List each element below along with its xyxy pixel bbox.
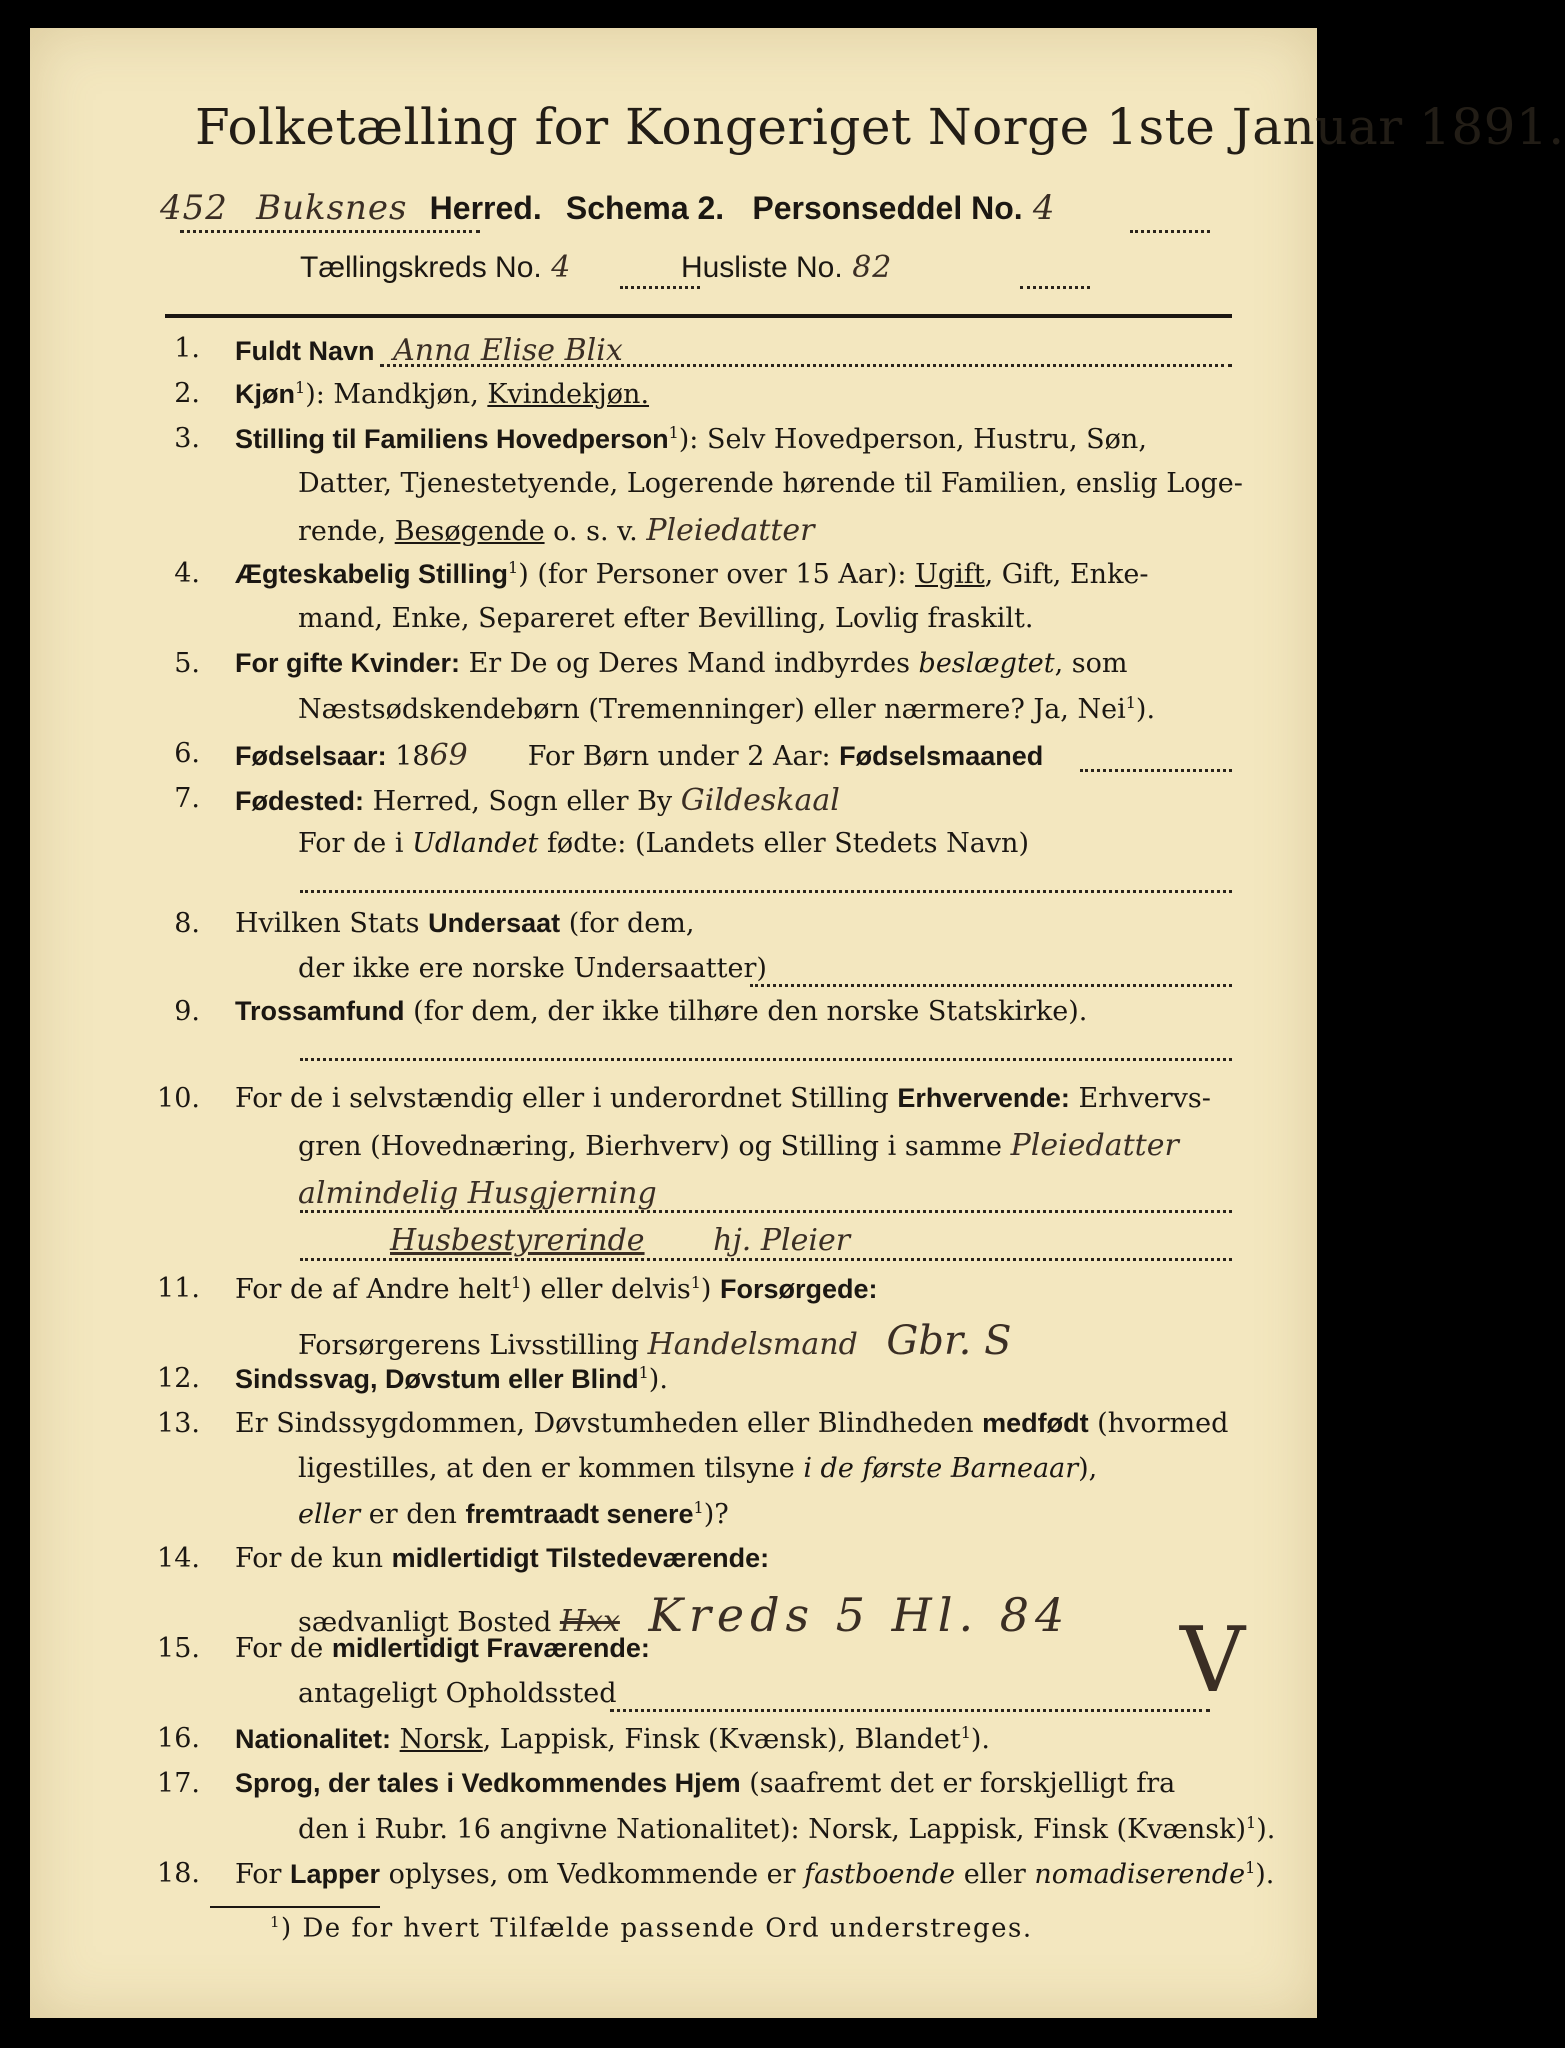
- item-6-dotline: [1080, 767, 1232, 772]
- item-4-line1-b: Ugift: [915, 559, 985, 590]
- item-8-line-2: der ikke ere norske Undersaatter): [298, 953, 767, 984]
- item-15-line1-a: For de: [235, 1633, 332, 1664]
- municipality-code: 452: [160, 188, 228, 228]
- item-11-line1-c: ): [700, 1274, 720, 1305]
- item-4-label: Ægteskabelig Stilling: [235, 559, 509, 589]
- item-1-dotline: [380, 362, 1232, 367]
- item-5-line1-a: Er De og Deres Mand indbyrdes: [460, 648, 919, 679]
- item-2-text-b: Kvindekjøn.: [487, 379, 650, 410]
- item-12-label: Sindssvag, Døvstum eller Blind: [235, 1364, 639, 1394]
- item-10-line-1: [235, 1083, 1211, 1114]
- municipality-dotline: [180, 228, 480, 233]
- item-6-label: Fødselsaar:: [235, 741, 387, 771]
- item-7-value: Gildeskaal: [680, 783, 840, 818]
- municipality-name: Buksnes: [256, 188, 408, 228]
- item-18-line1-b: oplyses, om Vedkommende er: [380, 1859, 805, 1890]
- item-18-label: Lapper: [290, 1859, 381, 1889]
- item-13-line-1: [235, 1408, 1228, 1439]
- item-11-line-1: [235, 1273, 878, 1305]
- item-14-line2: sædvanligt Bosted: [298, 1607, 552, 1638]
- item-3-line3-c: o. s. v.: [544, 516, 638, 547]
- item-13-line3-a: eller: [298, 1499, 361, 1530]
- header-municipality-line: [160, 188, 1055, 228]
- item-13-line2-c: ),: [1078, 1453, 1098, 1484]
- item-17-label: Sprog, der tales i Vedkommendes Hjem: [235, 1768, 741, 1798]
- item-15-line-1: [235, 1633, 650, 1664]
- item-10-value-2: almindelig Husgjerning: [298, 1176, 657, 1211]
- item-11-value-2: Gbr. S: [886, 1318, 1012, 1364]
- footnote: [270, 1913, 1033, 1944]
- tellingskreds-label: Tællingskreds No.: [300, 251, 542, 284]
- census-form: [30, 28, 1565, 2018]
- item-2: [235, 378, 649, 410]
- item-15-number: 15.: [157, 1633, 200, 1664]
- item-10-value-1: Pleiedatter: [1010, 1128, 1179, 1163]
- item-10-line-4: [390, 1223, 850, 1258]
- item-15-mark: V: [1180, 1608, 1245, 1713]
- personseddel-dotline: [1130, 228, 1210, 233]
- item-15-line-2: antageligt Opholdssted: [298, 1678, 617, 1709]
- item-13-line1-c: (hvormed: [1088, 1408, 1229, 1439]
- footnote-rule: [210, 1906, 380, 1908]
- item-6: [235, 738, 1043, 773]
- item-16-number: 16.: [157, 1723, 200, 1754]
- item-14-line-1: [235, 1543, 769, 1574]
- item-7-line-1: [235, 783, 840, 818]
- item-11-sup-1: 1: [511, 1273, 522, 1292]
- item-6-number: 6.: [174, 738, 200, 769]
- item-9-number: 9.: [174, 996, 200, 1027]
- item-13-line3-end: )?: [703, 1499, 729, 1530]
- husliste-number: 82: [852, 250, 893, 285]
- item-7-label: Fødested:: [235, 786, 365, 816]
- item-3-label: Stilling til Familiens Hovedperson: [235, 424, 669, 454]
- item-4-line-1: [235, 558, 1149, 590]
- item-11-line2: Forsørgerens Livsstilling: [298, 1330, 640, 1361]
- schema-label: Schema 2.: [565, 190, 725, 226]
- item-5-line2: Næstsødskendebørn (Tremenninger) eller nærmere? Ja, Nei: [298, 694, 1126, 725]
- item-8-label: Undersaat: [428, 908, 561, 938]
- item-14-label: midlertidigt Tilstedeværende:: [391, 1543, 770, 1573]
- item-13-line3-b: er den: [360, 1499, 466, 1530]
- personseddel-label: Personseddel No.: [752, 190, 1023, 226]
- item-6-value: 69: [429, 738, 468, 773]
- item-4-line1-a: ) (for Personer over 15 Aar):: [518, 559, 916, 590]
- item-12: [235, 1363, 668, 1395]
- item-10-line-3: [298, 1176, 657, 1211]
- item-12-end: ).: [648, 1364, 668, 1395]
- item-10-value-4: hj. Pleier: [713, 1223, 851, 1258]
- item-2-text-a: ): Mandkjøn,: [305, 379, 488, 410]
- item-14-value-struck: Hxx: [559, 1604, 620, 1639]
- item-8-number: 8.: [174, 908, 200, 939]
- item-3-value: Pleiedatter: [646, 513, 815, 548]
- header-rule: [165, 314, 1232, 318]
- item-18-italic-2: nomadiserende: [1034, 1859, 1246, 1890]
- item-5-label: For gifte Kvinder:: [235, 648, 461, 678]
- item-3-line-2: Datter, Tjenestetyende, Logerende hørende til Familien, enslig Loge-: [298, 468, 1243, 499]
- item-17-line-1: [235, 1768, 1175, 1799]
- item-7-dotline: [300, 888, 1232, 893]
- item-15-label: midlertidigt Fraværende:: [331, 1633, 650, 1663]
- item-11-line-2: [298, 1318, 1012, 1364]
- item-3-line3-b: Besøgende: [394, 516, 545, 547]
- item-11-number: 11.: [157, 1273, 200, 1304]
- item-18-number: 18.: [157, 1858, 200, 1889]
- item-17-line-2: [298, 1813, 1275, 1845]
- item-17-sup: 1: [1246, 1813, 1257, 1832]
- item-9: [235, 996, 1087, 1027]
- item-16-c: , Lappisk, Finsk (Kvænsk), Blandet: [482, 1724, 961, 1755]
- item-3-number: 3.: [174, 423, 200, 454]
- item-13-label: medfødt: [982, 1408, 1089, 1438]
- header-kreds-line: [300, 250, 892, 285]
- item-12-number: 12.: [157, 1363, 200, 1394]
- item-3-line3-a: rende,: [298, 516, 395, 547]
- item-8-line1-a: Hvilken Stats: [235, 908, 429, 939]
- item-3-line1-tail: ): Selv Hovedperson, Hustru, Søn,: [678, 424, 1147, 455]
- item-14-value: Kreds 5 Hl. 84: [648, 1588, 1071, 1642]
- item-13-label2: fremtraadt senere: [465, 1499, 694, 1529]
- herred-label: Herred.: [429, 190, 542, 226]
- husliste-label: Husliste No.: [680, 251, 843, 284]
- item-1-label: Fuldt Navn: [235, 336, 375, 366]
- item-16-label: Nationalitet:: [235, 1724, 392, 1754]
- item-8-line1-c: (for dem,: [560, 908, 695, 939]
- item-9-label: Trossamfund: [235, 996, 405, 1026]
- item-1-number: 1.: [174, 333, 200, 364]
- item-7-line2-b: Udlandet: [412, 828, 539, 859]
- item-7-line-2: [298, 828, 1029, 859]
- item-10-label: Erhvervende:: [897, 1083, 1070, 1113]
- item-2-sup: 1: [295, 378, 306, 397]
- item-7-text: Herred, Sogn eller By: [364, 786, 673, 817]
- item-3-line-3: [298, 513, 815, 548]
- item-13-line2-a: ligestilles, at den er kommen tilsyne: [298, 1453, 804, 1484]
- footnote-sup: 1: [270, 1913, 282, 1931]
- item-18: [235, 1858, 1274, 1890]
- item-16-sup: 1: [960, 1723, 971, 1742]
- item-1-value: Anna Elise Blix: [393, 333, 623, 368]
- item-17-number: 17.: [157, 1768, 200, 1799]
- item-7-line2-a: For de i: [298, 828, 413, 859]
- item-9-text: (for dem, der ikke tilhøre den norske Statskirke).: [404, 996, 1088, 1027]
- item-9-dotline: [300, 1056, 1232, 1061]
- item-13-line-2: [298, 1453, 1097, 1484]
- item-10-line1-a: For de i selvstændig eller i underordnet Stilling: [235, 1083, 898, 1114]
- item-10-dotline-2: [300, 1256, 1232, 1261]
- item-13-line1-a: Er Sindssygdommen, Døvstumheden eller Blindheden: [235, 1408, 983, 1439]
- item-13-number: 13.: [157, 1408, 200, 1439]
- item-11-line1-a: For de af Andre helt: [235, 1274, 512, 1305]
- footnote-text: ) De for hvert Tilfælde passende Ord understreges.: [281, 1913, 1033, 1944]
- item-4-sup: 1: [508, 558, 519, 577]
- item-13-line2-b: i de første Barneaar: [803, 1453, 1079, 1484]
- tellingskreds-number: 4: [551, 250, 572, 285]
- item-4-line-2: mand, Enke, Separeret efter Bevilling, Lovlig fraskilt.: [298, 603, 1034, 634]
- tellingskreds-dotline: [620, 284, 700, 289]
- item-4-number: 4.: [174, 558, 200, 589]
- item-5-line-1: [235, 648, 1128, 679]
- item-12-sup: 1: [638, 1363, 649, 1382]
- item-10-number: 10.: [157, 1083, 200, 1114]
- item-13-line-3: [298, 1498, 729, 1530]
- item-16-end: ).: [970, 1724, 990, 1755]
- item-18-sup: 1: [1245, 1858, 1256, 1877]
- item-7-line2-c: fødte: (Landets eller Stedets Navn): [538, 828, 1029, 859]
- item-17-line2: den i Rubr. 16 angivne Nationalitet): Norsk, Lappisk, Finsk (Kvænsk): [298, 1814, 1247, 1845]
- item-11-label: Forsørgede:: [720, 1274, 878, 1304]
- item-5-line2-end: ).: [1135, 694, 1156, 725]
- item-17-end: ).: [1256, 1814, 1276, 1845]
- item-14-number: 14.: [157, 1543, 200, 1574]
- item-8-dotline: [750, 982, 1232, 987]
- item-18-end: ).: [1255, 1859, 1275, 1890]
- item-6-prefix: 18: [386, 741, 430, 772]
- item-7-number: 7.: [174, 783, 200, 814]
- item-5-sup: 1: [1125, 693, 1136, 712]
- item-11-sup-2: 1: [690, 1273, 701, 1292]
- item-18-italic-1: fastboende: [804, 1859, 956, 1890]
- item-8-line-1: [235, 908, 694, 939]
- item-2-label: Kjøn: [235, 379, 295, 409]
- item-10-line2: gren (Hovednæring, Bierhverv) og Stilling i samme: [298, 1131, 1003, 1162]
- item-15-dotline: [610, 1707, 1210, 1712]
- form-title: Folketælling for Kongeriget Norge 1ste Januar 1891.: [195, 98, 1565, 156]
- item-5-line1-b: beslægtet: [918, 648, 1055, 679]
- item-13-sup: 1: [693, 1498, 704, 1517]
- item-11-line1-b: ) eller delvis: [521, 1274, 691, 1305]
- item-16: [235, 1723, 990, 1755]
- item-16-a: [391, 1724, 400, 1755]
- item-5-number: 5.: [174, 648, 200, 679]
- item-10-line1-c: Erhvervs-: [1069, 1083, 1211, 1114]
- item-11-value: Handelsmand: [647, 1327, 858, 1362]
- item-3-line-1: [235, 423, 1147, 455]
- item-10-dotline-1: [300, 1208, 1232, 1213]
- personseddel-number: 4: [1032, 188, 1056, 228]
- item-4-line1-c: , Gift, Enke-: [984, 559, 1149, 590]
- item-5-line1-c: , som: [1054, 648, 1128, 679]
- item-18-line1-c: eller: [955, 1859, 1035, 1890]
- item-17-line1-c: (saafremt det er forskjelligt fra: [740, 1768, 1176, 1799]
- item-10-value-3: Husbestyrerinde: [390, 1223, 645, 1258]
- husliste-dotline: [1020, 284, 1090, 289]
- item-5-line-2: [298, 693, 1155, 725]
- item-16-b: Norsk: [399, 1724, 483, 1755]
- item-2-number: 2.: [174, 378, 200, 409]
- item-10-line-2: [298, 1128, 1179, 1163]
- item-6-label2: Fødselsmaaned: [839, 741, 1044, 771]
- item-14-line1-a: For de kun: [235, 1543, 392, 1574]
- item-6-text: For Børn under 2 Aar:: [527, 741, 840, 772]
- item-18-line1-a: For: [235, 1859, 291, 1890]
- item-3-sup: 1: [668, 423, 679, 442]
